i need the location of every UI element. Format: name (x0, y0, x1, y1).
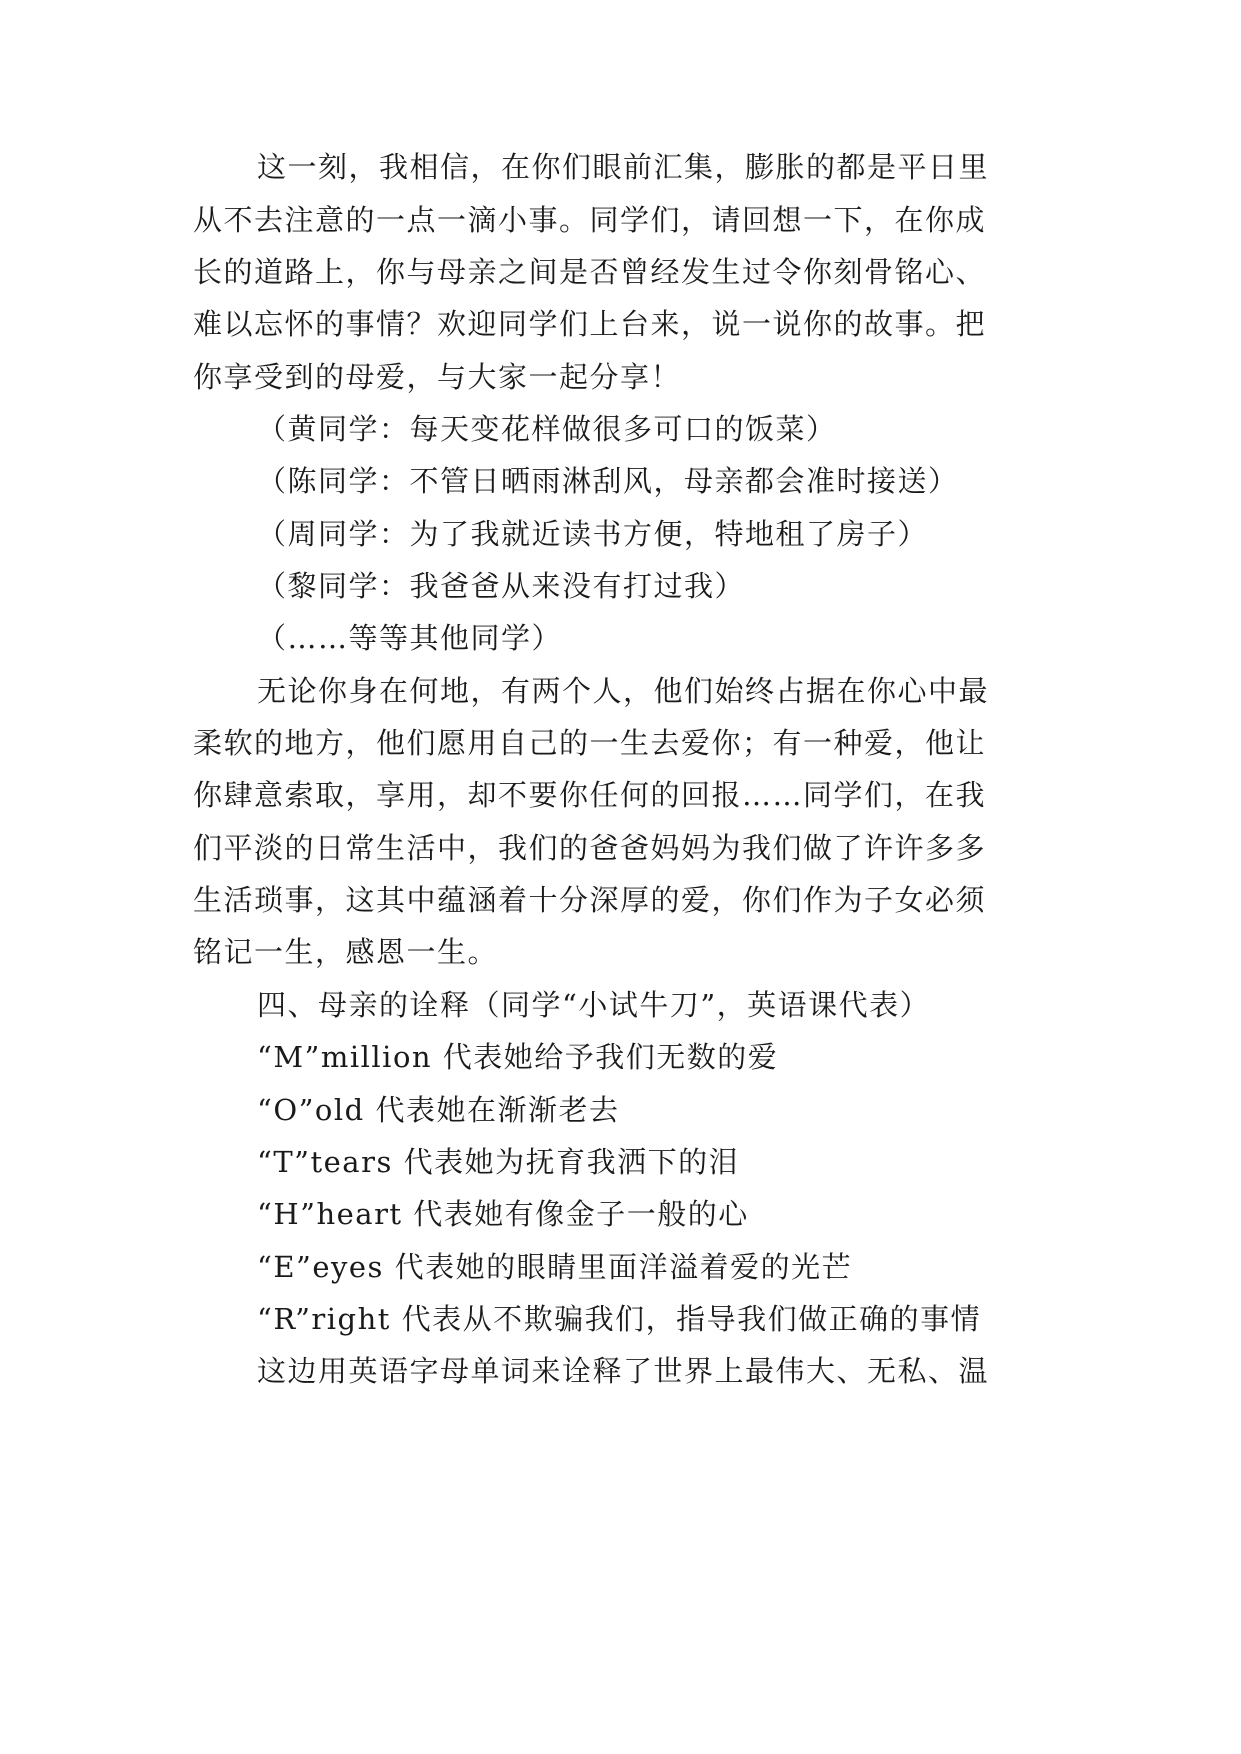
paragraph-line: 长的道路上，你与母亲之间是否曾经发生过令你刻骨铭心、 (193, 255, 987, 289)
letter-line-e: “E”eyes 代表她的眼睛里面洋溢着爱的光芒 (257, 1250, 853, 1284)
letter-line-o: “O”old 代表她在渐渐老去 (257, 1093, 620, 1127)
paragraph-line: 从不去注意的一点一滴小事。同学们，请回想一下，在你成 (193, 203, 987, 237)
student-response: （周同学：为了我就近读书方便，特地租了房子） (257, 517, 929, 551)
section-heading: 四、母亲的诠释（同学“小试牛刀”，英语课代表） (257, 988, 931, 1022)
student-response: （……等等其他同学） (257, 621, 563, 655)
paragraph-line: 你享受到的母爱，与大家一起分享！ (193, 360, 682, 394)
paragraph-line: 们平淡的日常生活中，我们的爸爸妈妈为我们做了许许多多 (193, 831, 987, 865)
student-response: （陈同学：不管日晒雨淋刮风，母亲都会准时接送） (257, 464, 959, 498)
letter-line-m: “M”million 代表她给予我们无数的爱 (257, 1040, 779, 1074)
letter-line-r: “R”right 代表从不欺骗我们，指导我们做正确的事情 (257, 1302, 982, 1336)
letter-line-t: “T”tears 代表她为抚育我洒下的泪 (257, 1145, 740, 1179)
student-response: （黄同学：每天变花样做很多可口的饭菜） (257, 412, 837, 446)
letter-line-h: “H”heart 代表她有像金子一般的心 (257, 1197, 749, 1231)
paragraph-line: 难以忘怀的事情？欢迎同学们上台来，说一说你的故事。把 (193, 307, 987, 341)
paragraph-line: 铭记一生，感恩一生。 (193, 935, 499, 969)
paragraph-line: 你肆意索取，享用，却不要你任何的回报……同学们，在我 (193, 778, 987, 812)
paragraph-line: 无论你身在何地，有两个人，他们始终占据在你心中最 (257, 674, 990, 708)
student-response: （黎同学：我爸爸从来没有打过我） (257, 569, 746, 603)
closing-line: 这边用英语字母单词来诠释了世界上最伟大、无私、温 (257, 1354, 990, 1388)
paragraph-line: 这一刻，我相信，在你们眼前汇集，膨胀的都是平日里 (257, 150, 990, 184)
paragraph-line: 生活琐事，这其中蕴涵着十分深厚的爱，你们作为子女必须 (193, 883, 987, 917)
paragraph-line: 柔软的地方，他们愿用自己的一生去爱你；有一种爱，他让 (193, 726, 987, 760)
